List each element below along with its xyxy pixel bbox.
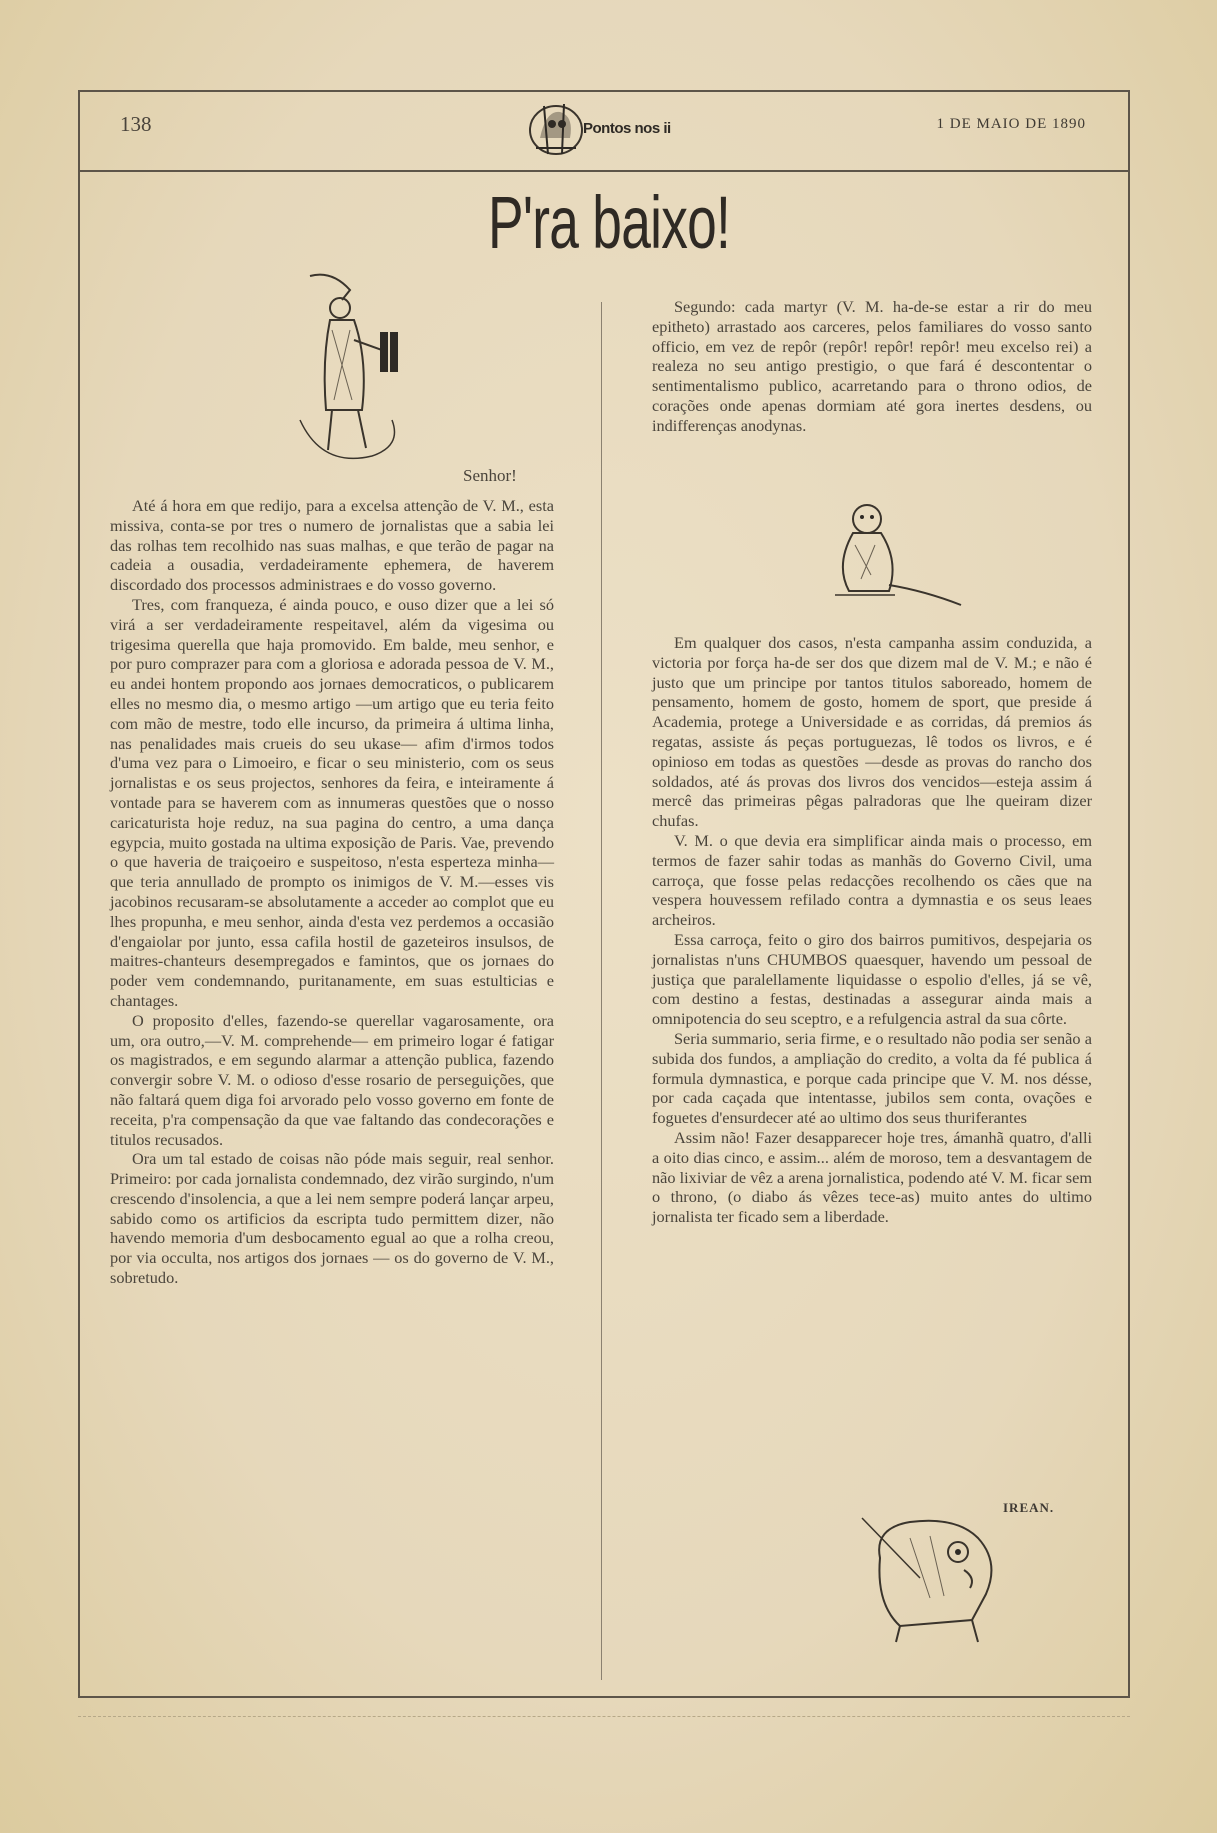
author-signature: IREAN. xyxy=(1003,1500,1055,1515)
paragraph: Assim não! Fazer desapparecer hoje tres, ámanhã quatro, d'alli a oito dias cinco, e assim... além de moroso, tem a desvantagem de não lixiviar de vêz a arena jornalistica, podendo até V. M. ficar sem o throno, (o diabo ás vêzes tece-as) muito antes do ultimo jornalista ter ficado sem a liberdade. xyxy=(652,1127,1092,1227)
paragraph: Em qualquer dos casos, n'esta campanha assim conduzida, a victoria por força ha-de ser dos que dizem mal de V. M.; e não é justo que um principe por tantos titulos saboreado, homem de pensamento, homem de gosto, homem de sport, que preside á Academia, protege a Universidade e as corridas, dá premios ás regatas, assiste ás peças portuguezas, lê todos os livros, e é opinioso em todas as questões —desde as provas do rancho dos soldados, até ás provas dos livros dos vencidos—esteja assim á mercê das primeiras pêgas palradoras que lhe queiram dizer chufas. xyxy=(652,633,1092,831)
paragraph: Essa carroça, feito o giro dos bairros pumitivos, despejaria os jornalistas n'uns CHUMBOS quaesquer, havendo um pessoal de justiça que paralellamente liquidasse o espolio d'elles, já se vê, com destino a festas, destinadas a assegurar ainda mais a omnipotencia do seu sceptro, e a refulgencia astral da sua côrte. xyxy=(652,929,1092,1029)
footer-rule xyxy=(78,1716,1130,1718)
masthead-logo xyxy=(526,98,686,160)
bulldog-icon xyxy=(860,1508,1010,1648)
monkey-illustration xyxy=(815,495,965,615)
jester-illustration xyxy=(292,270,422,470)
jester-figure-icon xyxy=(292,270,422,470)
paragraph: V. M. o que devia era simplificar ainda mais o processo, em termos de fazer sahir todas as manhãs do Governo Civil, uma carroça, que fosse pelas redacções recolhendo os cães que na vespera houvessem refilado contra a dymnastia e os seus leaes archeiros. xyxy=(652,830,1092,930)
bulldog-illustration xyxy=(860,1508,1010,1648)
paragraph: Até á hora em que redijo, para a excelsa attenção de V. M., esta missiva, conta-se por tres o numero de jornalistas que a sabia lei das rolhas tem recolhido nas suas malhas, e que terão de pagar na cadeia a ousadia, verdadeiramente ephemera, de haverem discordado dos processos administraes e do vosso governo. xyxy=(110,496,554,595)
salutation: Senhor! xyxy=(463,466,517,485)
page-number: 138 xyxy=(120,112,152,136)
seated-monkey-icon xyxy=(815,495,965,615)
left-column xyxy=(110,496,554,1288)
paragraph: Tres, com franqueza, é ainda pouco, e ouso dizer que a lei só virá a ser verdadeiramente respeitavel, além da vigesima ou trigesima querella que haja promovido. Em balde, meu senhor, e por puro comprazer para com a gloriosa e adorada pessoa de V. M., eu andei hontem propondo aos jornaes democraticos, o publicarem elles no mesmo dia, o mesmo artigo —um artigo que eu teria feito com mão de mestre, todo elle incurso, da primeira á ultima linha, nas penalidades mais crueis do seu ukase— afim d'irmos todos d'uma vez para o Limoeiro, e ficar o seu ministerio, com os seus jornalistas e os seus projectos, senhores da feira, e inteiramente á vontade para se haverem com as innumeras questões que o nosso caricaturista hoje reduz, na sua pagina do centro, a uma dança egypcia, muito gostada na ultima exposição de Paris. Vae, prevendo o que haveria de traiçoeiro e suspeitoso, n'esta esperteza minha—que teria annullado de prompto os inimigos de V. M.—esses vis jacobinos recusaram-se absolutamente a acceder ao complot que eu lhes propunha, e meu senhor, ainda d'esta vez perdemos a occasião d'engaiolar por junto, essa cafila hostil de gazeteiros insulsos, de maitres-chanteurs desempregados e famintos, que os jornaes do poder vem condemnando, puritanamente, em suas estulticias e chantages. xyxy=(110,594,554,1010)
right-column-bottom xyxy=(652,633,1092,1227)
issue-date: 1 DE MAIO DE 1890 xyxy=(936,116,1086,132)
right-column-top xyxy=(652,297,1092,436)
paragraph: Ora um tal estado de coisas não póde mais seguir, real senhor. Primeiro: por cada jornalista condemnado, dez virão surgindo, n'um crescendo d'insolencia, a que a lei nem sempre poderá lançar arpeu, sabido como os artificios da escripta tudo permittem dizer, não havendo memoria d'um desbocamento egual ao que a rolha creou, por via occulta, nos artigos dos jornaes — os do governo de V. M., sobretudo. xyxy=(110,1149,554,1288)
paragraph: Seria summario, seria firme, e o resultado não podia ser senão a subida dos fundos, a ampliação do credito, a volta da fé publica á formula dymnastica, e porque cada principe que V. M. nos désse, por cada caçada que intentasse, jubilos sem conta, ovações e foguetes d'ensurdecer até ao ultimo dos seus thuriferantes xyxy=(652,1028,1092,1128)
paragraph: Segundo: cada martyr (V. M. ha-de-se estar a rir do meu epitheto) arrastado aos carceres, pelos familiares do vosso santo officio, em vez de repôr (repôr! repôr! repôr! meu excelso rei) a realeza no seu antigo prestigio, o que fará é descontentar o sentimentalismo publico, acarretando para o throno odios, de corações onde apenas dormiam até gora inertes desdens, ou indifferenças anodynas. xyxy=(652,297,1092,435)
paragraph: O proposito d'elles, fazendo-se querellar vagarosamente, ora um, ora outro,—V. M. comprehende— em primeiro logar é fatigar os magistrados, e em segundo alarmar a attenção publica, fazendo convergir sobre V. M. o odioso d'esse rosario de perseguições, que não faltará quem diga foi arvorado pelo vosso governo em fonte de receita, p'ra compensação da que vae faltando das condecorações e titulos recusados. xyxy=(110,1010,554,1149)
page-header xyxy=(78,90,1130,172)
logo-text: Pontos nos ii xyxy=(583,120,671,137)
article-title: P'ra baixo! xyxy=(488,181,731,264)
column-divider xyxy=(601,302,602,1680)
